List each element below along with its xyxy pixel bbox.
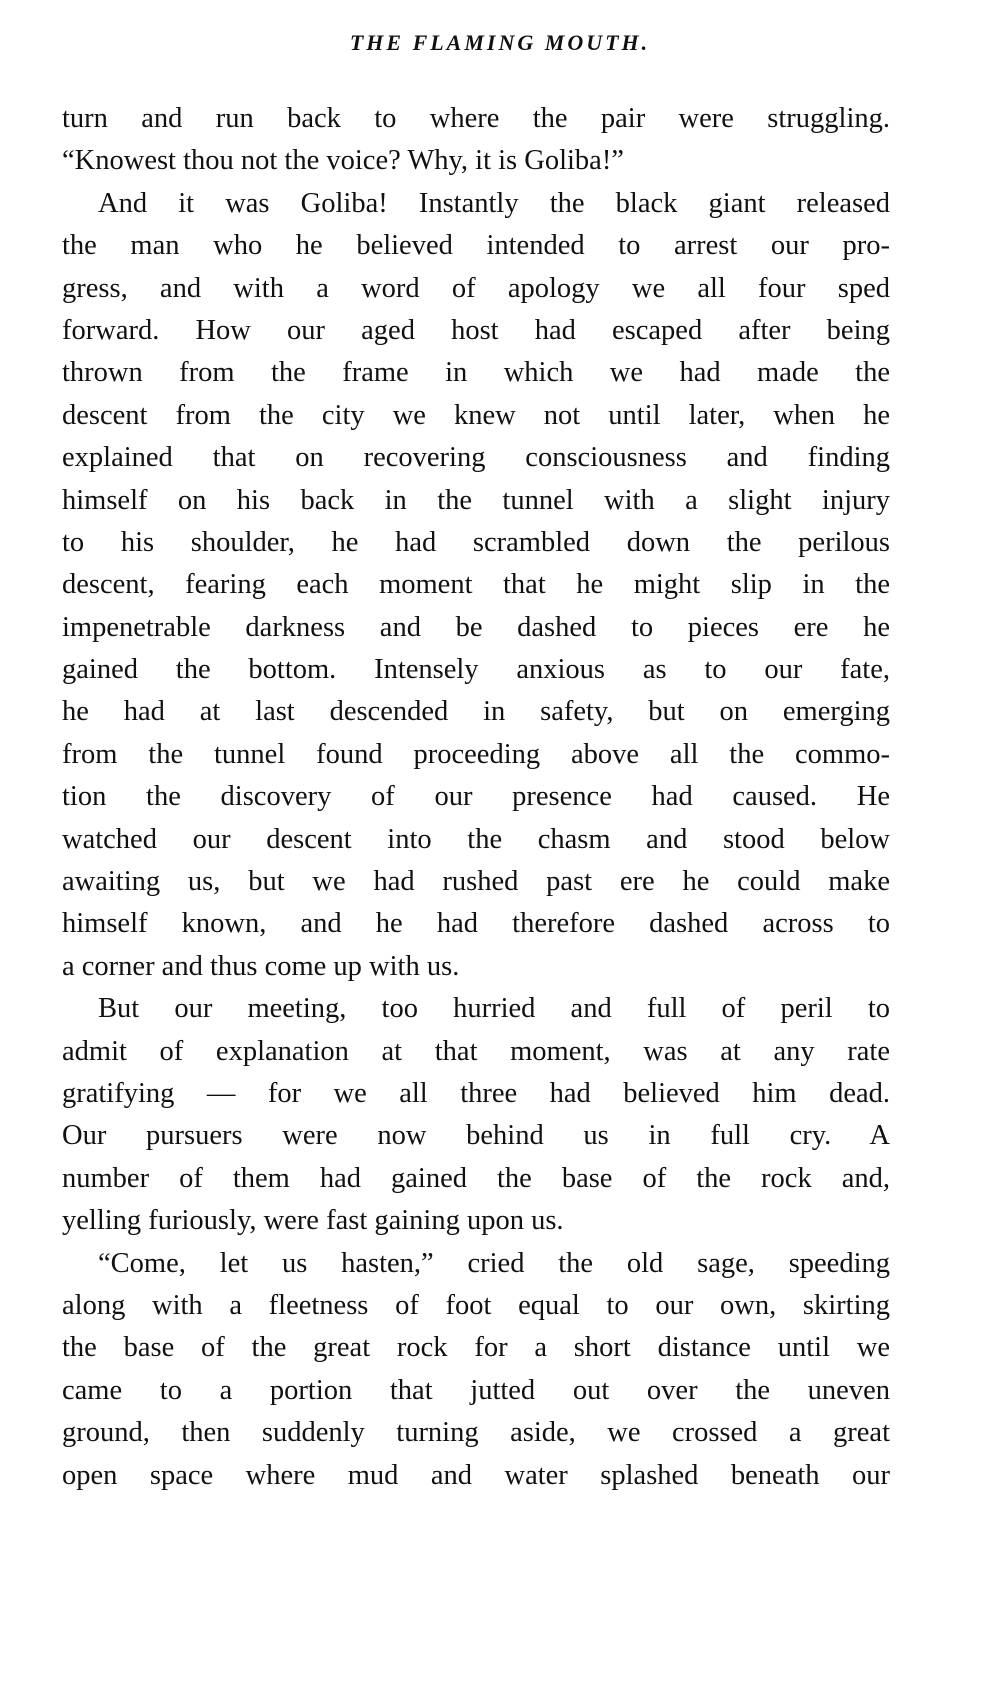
text-line: awaiting us, but we had rushed past ere he could make (62, 866, 890, 898)
text-line: ground, then suddenly turning aside, we crossed a great (62, 1417, 890, 1449)
text-line: forward. How our aged host had escaped after being (62, 314, 890, 346)
text-line: But our meeting, too hurried and full of peril to (98, 993, 890, 1025)
text-line: “Come, let us hasten,” cried the old sage, speeding (98, 1247, 890, 1279)
text-line: descent from the city we knew not until later, when he (62, 399, 890, 431)
text-line: tion the discovery of our presence had caused. He (62, 781, 890, 813)
text-line: explained that on recovering consciousness and finding (62, 442, 890, 474)
text-line: “Knowest thou not the voice? Why, it is Goliba!” (62, 145, 624, 177)
text-line: admit of explanation at that moment, was at any rate (62, 1035, 890, 1067)
text-line: the man who he believed intended to arrest our pro- (62, 230, 890, 262)
text-line: gress, and with a word of apology we all four sped (62, 272, 890, 304)
text-line: number of them had gained the base of the rock and, (62, 1162, 890, 1194)
text-line: the base of the great rock for a short distance until we (62, 1332, 890, 1364)
text-line: himself known, and he had therefore dashed across to (62, 908, 890, 940)
text-line: came to a portion that jutted out over the uneven (62, 1374, 890, 1406)
text-line: along with a fleetness of foot equal to our own, skirting (62, 1289, 890, 1321)
text-line: turn and run back to where the pair were struggling. (62, 103, 890, 134)
running-head: THE FLAMING MOUTH. (349, 30, 651, 55)
text-line: gained the bottom. Intensely anxious as to our fate, (62, 654, 890, 686)
text-line: to his shoulder, he had scrambled down the perilous (62, 526, 890, 558)
text-line: thrown from the frame in which we had made the (62, 357, 890, 389)
text-line: Our pursuers were now behind us in full cry. A (62, 1120, 890, 1152)
text-line: from the tunnel found proceeding above all the commo- (62, 738, 890, 770)
text-line: watched our descent into the chasm and stood below (62, 823, 890, 855)
body-text (62, 98, 890, 1497)
text-line: descent, fearing each moment that he might slip in the (62, 569, 890, 601)
text-line: impenetrable darkness and be dashed to pieces ere he (62, 611, 890, 643)
text-line: a corner and thus come up with us. (62, 950, 460, 982)
text-line: And it was Goliba! Instantly the black giant released (98, 187, 890, 219)
text-line: yelling furiously, were fast gaining upon us. (62, 1205, 564, 1237)
text-line: himself on his back in the tunnel with a slight injury (62, 484, 890, 516)
text-line: he had at last descended in safety, but on emerging (62, 696, 890, 728)
text-line: open space where mud and water splashed beneath our (62, 1459, 890, 1491)
text-line: gratifying — for we all three had believed him dead. (62, 1077, 890, 1109)
